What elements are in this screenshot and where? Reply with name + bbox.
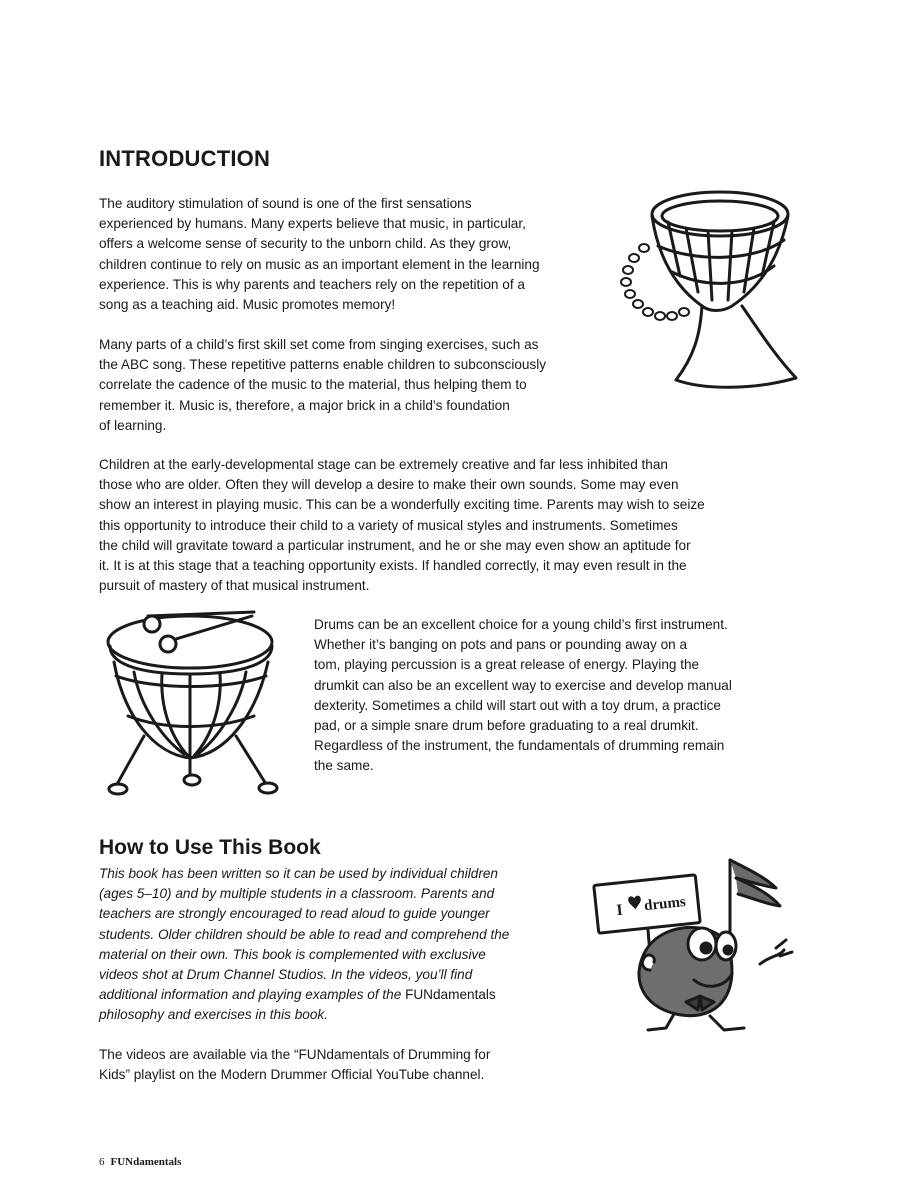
text-line: experienced by humans. Many experts believe that music, in particular,: [99, 216, 526, 232]
howto-paragraph-1: [99, 864, 509, 1026]
text-line: Kids” playlist on the Modern Drummer Official YouTube channel.: [99, 1067, 485, 1083]
text-line: dexterity. Sometimes a child will start out with a toy drum, a practice: [314, 697, 721, 713]
page-title: INTRODUCTION: [99, 146, 271, 171]
text-line: Regardless of the instrument, the fundamentals of drumming remain: [314, 738, 725, 754]
text-line: material on their own. This book is complemented with exclusive: [99, 946, 486, 962]
brand-name: FUNdamentals: [405, 987, 496, 1003]
sign-text-i: I: [615, 901, 624, 920]
section-heading-how-to-use: How to Use This Book: [99, 836, 321, 859]
page-number: 6: [99, 1156, 105, 1168]
text-fragment: additional information and playing examples of the: [99, 987, 406, 1003]
text-line: show an interest in playing music. This can be a wonderfully exciting time. Parents may wish to seize: [99, 497, 705, 513]
text-line: Many parts of a child’s first skill set come from singing exercises, such as: [99, 337, 539, 352]
text-line: Children at the early-developmental stage can be extremely creative and far less inhibited than: [99, 457, 668, 472]
text-line: students. Older children should be able to read and comprehend the: [99, 926, 510, 942]
text-line: those who are older. Often they will develop a desire to make their own sounds. Some may even: [99, 477, 679, 493]
sign-text-drums: drums: [643, 893, 687, 915]
text-line: correlate the cadence of the music to the material, thus helping them to: [99, 377, 527, 393]
text-line: pursuit of mastery of that musical instrument.: [99, 578, 370, 594]
text-line: (ages 5–10) and by multiple students in a classroom. Parents and: [99, 886, 495, 902]
text-line: experience. This is why parents and teachers rely on the repetition of a: [99, 276, 525, 292]
text-line: of learning.: [99, 417, 167, 433]
text-line: the same.: [314, 758, 374, 774]
text-line: Drums can be an excellent choice for a young child’s first instrument.: [314, 617, 728, 632]
text-line: Whether it’s banging on pots and pans or pounding away on a: [314, 637, 688, 653]
text-line: drumkit can also be an excellent way to exercise and develop manual: [314, 677, 732, 693]
text-line: The auditory stimulation of sound is one of the first sensations: [99, 196, 472, 211]
book-name: FUNdamentals: [110, 1156, 182, 1168]
text-line: offers a welcome sense of security to the unborn child. As they grow,: [99, 236, 512, 252]
intro-paragraph-3: [99, 455, 705, 596]
page-footer: [99, 1156, 181, 1168]
text-line: The videos are available via the “FUNdamentals of Drumming for: [99, 1047, 491, 1062]
text-line: song as a teaching aid. Music promotes memory!: [99, 297, 396, 313]
intro-paragraph-1: [99, 194, 540, 315]
music-note-mascot-illustration: [590, 852, 802, 1038]
text-line: philosophy and exercises in this book.: [99, 1007, 328, 1023]
text-line: tom, playing percussion is a great release of energy. Playing the: [314, 657, 700, 673]
text-line: videos shot at Drum Channel Studios. In the videos, you’ll find: [99, 967, 473, 983]
text-line: pad, or a simple snare drum before graduating to a real drumkit.: [314, 718, 699, 734]
text-line: the child will gravitate toward a particular instrument, and he or she may even show an aptitude for: [99, 537, 691, 553]
howto-paragraph-2: [99, 1045, 490, 1085]
text-line: this opportunity to introduce their child to a variety of musical styles and instruments. Sometimes: [99, 517, 678, 533]
intro-paragraph-2: [99, 335, 546, 436]
intro-paragraph-4: [314, 615, 732, 777]
text-line: teachers are strongly encouraged to read aloud to guide younger: [99, 906, 490, 922]
text-line: remember it. Music is, therefore, a major brick in a child’s foundation: [99, 397, 510, 413]
text-line: This book has been written so it can be used by individual children: [99, 866, 498, 881]
kettle-drum-illustration: [104, 606, 286, 800]
text-line: it. It is at this stage that a teaching opportunity exists. If handled correctly, it may even result in the: [99, 558, 687, 574]
text-line: the ABC song. These repetitive patterns enable children to subconsciously: [99, 357, 547, 373]
djembe-drum-illustration: [614, 176, 810, 394]
text-line: [99, 985, 509, 1005]
text-line: children continue to rely on music as an important element in the learning: [99, 256, 540, 272]
